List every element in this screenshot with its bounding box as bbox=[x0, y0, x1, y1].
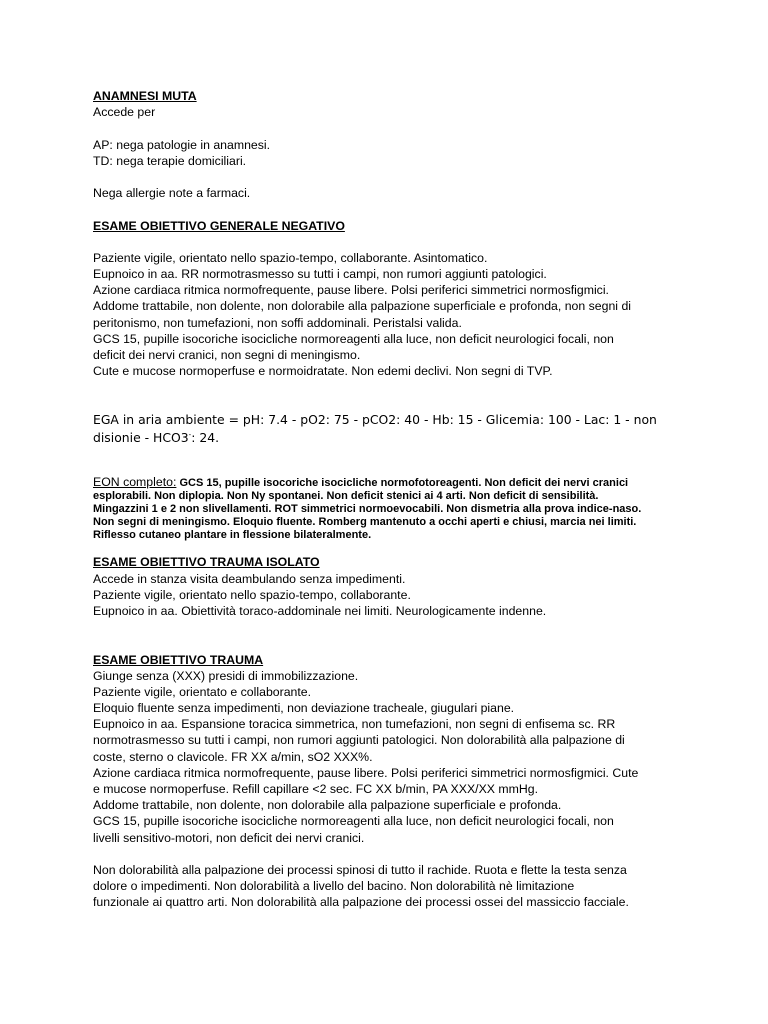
text-line: Eloquio fluente senza impedimenti, non deviazione tracheale, giugulari piane. bbox=[93, 701, 515, 716]
text-line: Cute e mucose normoperfuse e normoidratate. Non edemi declivi. Non segni di TVP. bbox=[93, 364, 553, 379]
text-line: Eupnoico in aa. RR normotrasmesso su tutti i campi, non rumori aggiunti patologici. bbox=[93, 267, 547, 282]
allergie-line: Nega allergie note a farmaci. bbox=[93, 186, 251, 201]
eo-generale-heading: ESAME OBIETTIVO GENERALE NEGATIVO bbox=[93, 218, 345, 233]
trauma-heading: ESAME OBIETTIVO TRAUMA bbox=[93, 652, 264, 667]
text-line: deficit dei nervi cranici, non segni di meningismo. bbox=[93, 348, 361, 362]
text-line: Paziente vigile, orientato e collaborante. bbox=[93, 684, 312, 699]
eon-line: Riflesso cutaneo plantare in flessione bilateralmente. bbox=[93, 529, 372, 542]
eon-text: GCS 15, pupille isocoriche isocicliche normofotoreagenti. Non deficit dei nervi cranici bbox=[179, 477, 629, 490]
text-line: Paziente vigile, orientato nello spazio-tempo, collaborante. bbox=[93, 587, 411, 602]
trauma-body-2 bbox=[93, 862, 678, 911]
text-line: Azione cardiaca ritmica normofrequente, pause libere. Polsi periferici simmetrici normosfigmici. Cute bbox=[93, 765, 639, 780]
text-line: Eupnoico in aa. Obiettività toraco-addominale nei limiti. Neurologicamente indenne. bbox=[93, 603, 547, 618]
text-line: peritonismo, non tumefazioni, non soffi addominali. Peristalsi valida. bbox=[93, 315, 462, 330]
eon-label: EON completo: bbox=[93, 475, 177, 490]
text-line: Giunge senza (XXX) presidi di immobilizzazione. bbox=[93, 668, 359, 683]
ega-superscript: - bbox=[188, 431, 192, 440]
ega-line-1: EGA in aria ambiente = pH: 7.4 - pO2: 75 - pCO2: 40 - Hb: 15 - Glicemia: 100 - Lac: 1 - non bbox=[93, 412, 657, 428]
text-line: Addome trattabile, non dolente, non dolorabile alla palpazione superficiale e profonda, non segni di bbox=[93, 299, 632, 314]
eon-first-line bbox=[93, 476, 678, 490]
eon-line: Non segni di meningismo. Eloquio fluente. Romberg mantenuto a occhi aperti e chiusi, marcia nei limiti. bbox=[93, 516, 637, 529]
ega-line-2 bbox=[93, 429, 678, 447]
text-line: Accede in stanza visita deambulando senza impedimenti. bbox=[93, 571, 406, 586]
text-line: e mucose normoperfuse. Refill capillare <2 sec. FC XX b/min, PA XXX/XX mmHg. bbox=[93, 782, 539, 796]
text-line: Addome trattabile, non dolente, non dolorabile alla palpazione superficiale e profonda. bbox=[93, 798, 562, 813]
ap-line: AP: nega patologie in anamnesi. bbox=[93, 137, 271, 152]
text-line: funzionale ai quattro arti. Non dolorabilità alla palpazione dei processi ossei del massiccio facciale. bbox=[93, 895, 629, 910]
ega-text: disionie - HCO3 bbox=[93, 430, 189, 446]
text-line: dolore o impedimenti. Non dolorabilità a livello del bacino. Non dolorabilità nè limitazione bbox=[93, 879, 575, 894]
text-line: Non dolorabilità alla palpazione dei processi spinosi di tutto il rachide. Ruota e flette la testa senza bbox=[93, 862, 627, 877]
anamnesi-line: Accede per bbox=[93, 105, 156, 120]
ega-value: : 24. bbox=[191, 430, 220, 446]
text-line: coste, sterno o clavicole. FR XX a/min, sO2 XXX%. bbox=[93, 749, 373, 764]
text-line: Azione cardiaca ritmica normofrequente, pause libere. Polsi periferici simmetrici normosfigmici. bbox=[93, 283, 609, 298]
eon-block bbox=[93, 476, 678, 542]
eo-generale-body bbox=[93, 250, 678, 380]
text-line: livelli sensitivo-motori, non deficit dei nervi cranici. bbox=[93, 830, 365, 845]
anamnesi-heading: ANAMNESI MUTA bbox=[93, 89, 197, 103]
td-line: TD: nega terapie domiciliari. bbox=[93, 153, 247, 168]
text-line: GCS 15, pupille isocoriche isocicliche normoreagenti alla luce, non deficit neurologici focali, non bbox=[93, 814, 614, 829]
text-line: Eupnoico in aa. Espansione toracica simmetrica, non tumefazioni, non segni di enfisema sc. RR bbox=[93, 717, 616, 732]
trauma-isolato-heading: ESAME OBIETTIVO TRAUMA ISOLATO bbox=[93, 555, 320, 570]
eon-line: esplorabili. Non diplopia. Non Ny spontanei. Non deficit stenici ai 4 arti. Non deficit di sensibilità. bbox=[93, 490, 599, 503]
text-line: normotrasmesso su tutti i campi, non rumori aggiunti patologici. Non dolorabilità alla palpazione di bbox=[93, 733, 625, 748]
trauma-body bbox=[93, 668, 678, 846]
eon-line: Mingazzini 1 e 2 non slivellamenti. ROT simmetrici normoevocabili. Non dismetria alla prova indice-naso. bbox=[93, 503, 642, 516]
text-line: Paziente vigile, orientato nello spazio-tempo, collaborante. Asintomatico. bbox=[93, 250, 488, 265]
text-line: GCS 15, pupille isocoriche isocicliche normoreagenti alla luce, non deficit neurologici focali, non bbox=[93, 331, 614, 346]
document-page bbox=[93, 88, 678, 911]
